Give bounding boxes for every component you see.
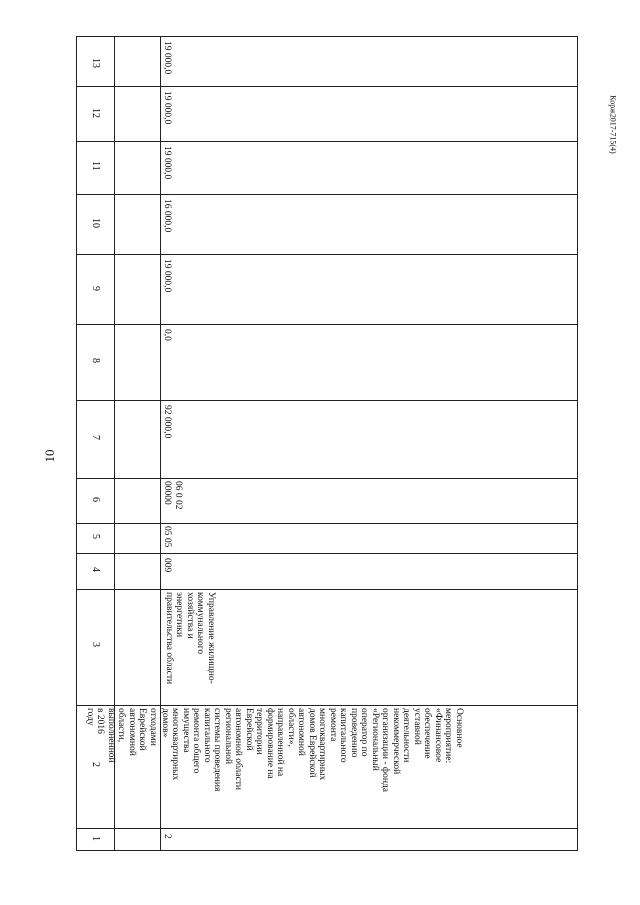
row1-col2 [85, 705, 160, 828]
column-number: 3 [90, 642, 101, 647]
row2-year-value: 19 000,0 [162, 259, 172, 293]
row2-col9 [160, 254, 577, 324]
column-number: 2 [90, 762, 101, 767]
column-number: 5 [90, 534, 101, 539]
row2-col3 [160, 589, 577, 705]
row2-col4 [160, 553, 577, 589]
column-header-12 [76, 86, 114, 141]
row1-description: отходами Еврейской автономной области, выполненной в 2016 году [85, 708, 158, 763]
row2-col8 [160, 324, 577, 400]
table-border-bottom [76, 850, 578, 851]
row2-description: Основное мероприятие: «Финансовое обеспечение уставной деятельности некоммерческой организации - фонда «Региональный оператор по проведению капитального ремонта многоквартирных домов Еврейской автономной области», направленной на формирование на территории Еврейской автономной области региональной системы проведения капитального ремонта общего имущества многоквартирных домов» [160, 708, 464, 792]
row2-year-value: 19 000,0 [162, 91, 172, 125]
row2-col12 [160, 86, 577, 141]
column-header-5 [76, 523, 114, 553]
column-header-11 [76, 141, 114, 194]
row2-year-value: 16 000,0 [162, 199, 172, 233]
column-header-1 [76, 828, 114, 850]
column-number: 13 [90, 58, 101, 68]
row2-col13 [160, 36, 577, 86]
column-number: 6 [90, 497, 101, 502]
column-header-4 [76, 553, 114, 589]
column-number: 4 [90, 567, 101, 572]
column-header-7 [76, 400, 114, 478]
row2-total-value: 92 000,0 [162, 405, 172, 439]
column-header-8 [76, 324, 114, 400]
document-code [603, 0, 623, 905]
page-number: 10 [42, 449, 57, 463]
row2-target-code: 06 0 02 00000 [162, 481, 183, 510]
row2-col10 [160, 194, 577, 254]
row2-col1 [160, 828, 577, 850]
column-header-6 [76, 478, 114, 523]
row2-year-value: 19 000,0 [162, 146, 172, 180]
row2-section-code: 05 05 [162, 526, 172, 548]
row2-executor: Управление жилищно- коммунального хозяйства и энергетики правительства области [164, 592, 216, 685]
column-header-10 [76, 194, 114, 254]
column-header-9 [76, 254, 114, 324]
column-number: 7 [90, 435, 101, 440]
row2-year-value: 19 000,0 [162, 41, 172, 75]
row2-col6 [160, 478, 577, 523]
row2-col5 [160, 523, 577, 553]
document-code-text: Корж2017-715(4) [608, 95, 618, 154]
table-border-right [577, 36, 578, 851]
row2-number: 2 [162, 834, 172, 839]
column-number: 1 [90, 836, 101, 841]
budget-table [76, 36, 578, 851]
column-number: 11 [90, 161, 101, 171]
column-number: 12 [90, 108, 101, 118]
row2-year-value: 0,0 [162, 329, 172, 341]
column-header-13 [76, 36, 114, 86]
column-number: 10 [90, 218, 101, 228]
row2-col11 [160, 141, 577, 194]
row2-col7 [160, 400, 577, 478]
column-number: 8 [90, 358, 101, 363]
row2-ministry-code: 009 [162, 558, 172, 573]
column-header-3 [76, 589, 114, 705]
column-number: 9 [90, 286, 101, 291]
row2-col2 [160, 705, 577, 828]
